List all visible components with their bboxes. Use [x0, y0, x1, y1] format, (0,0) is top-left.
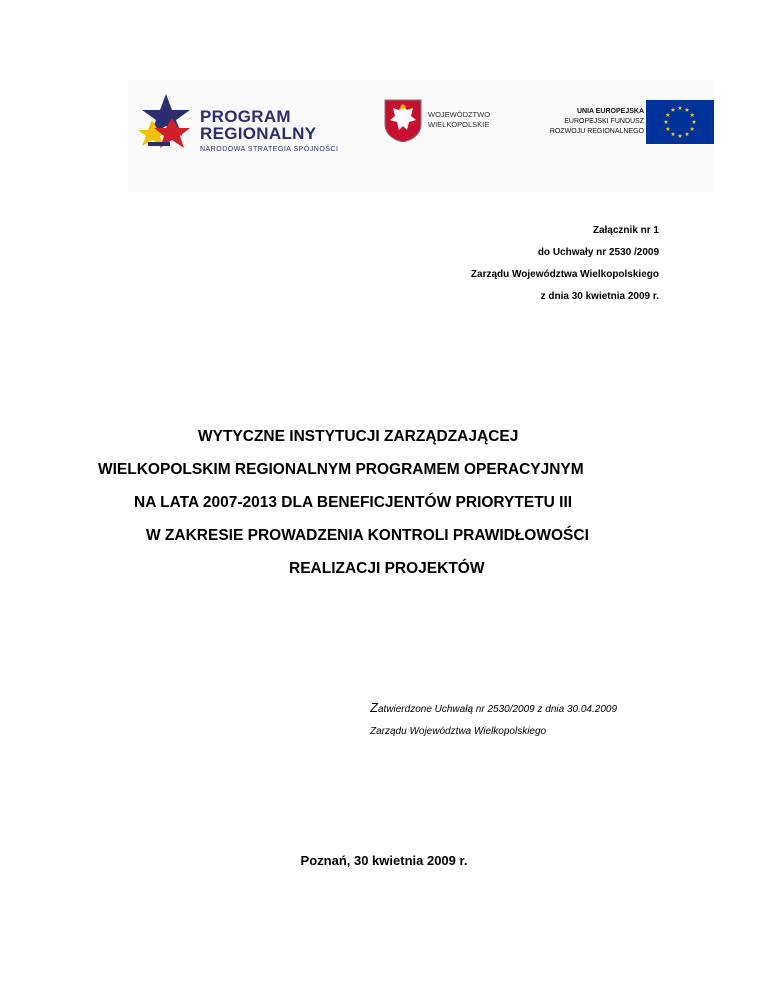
region-logo-text: WOJEWÓDZTWO WIELKOPOLSKIE	[428, 110, 491, 129]
title-line: NA LATA 2007-2013 DLA BENEFICJENTÓW PRIORYTETU III	[134, 494, 573, 511]
program-regionalny-logo	[138, 88, 348, 158]
title-line: REALIZACJI PROJEKTÓW	[289, 560, 485, 577]
place-and-date: Poznań, 30 kwietnia 2009 r.	[300, 853, 468, 868]
eu-flag-icon	[646, 100, 714, 144]
eagle-crest-icon	[383, 98, 423, 142]
program-star-icon	[138, 88, 198, 158]
program-logo-subtitle: NARODOWA STRATEGIA SPÓJNOŚCI	[200, 146, 339, 153]
eu-logo-text: UNIA EUROPEJSKA EUROPEJSKI FUNDUSZ ROZWOJU REGIONALNEGO	[549, 108, 644, 135]
title-line: W ZAKRESIE PROWADZENIA KONTROLI PRAWIDŁOWOŚCI	[146, 527, 589, 544]
program-logo-title: PROGRAM REGIONALNY	[200, 107, 317, 143]
approval-note: Zatwierdzone Uchwałą nr 2530/2009 z dnia 30.04.2009 Zarządu Województwa Wielkopolskiego	[370, 700, 618, 737]
logo-bar	[128, 80, 714, 192]
title-line: WIELKOPOLSKIM REGIONALNYM PROGRAMEM OPERACYJNYM	[98, 461, 584, 478]
document-title	[0, 420, 768, 585]
annex-reference: Załącznik nr 1 do Uchwały nr 2530 /2009 Zarządu Województwa Wielkopolskiego z dnia 30 kwietnia 2009 r.	[470, 225, 659, 302]
title-line: WYTYCZNE INSTYTUCJI ZARZĄDZAJĄCEJ	[198, 428, 519, 445]
